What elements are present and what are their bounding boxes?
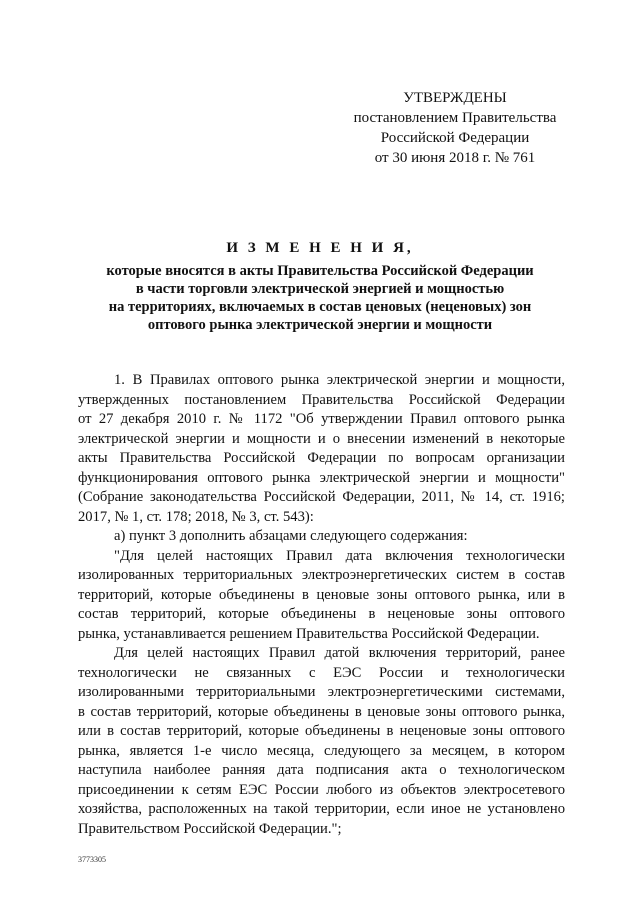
- body-line: состав территорий, которые объединены в неценовые зоны оптового: [78, 606, 565, 622]
- body-line: акты Правительства Российской Федерации по вопросам организации: [78, 450, 565, 466]
- body-line: технологически не связанных с ЕЭС России и технологически: [78, 664, 565, 681]
- body-line: рынка, является 1-е число месяца, следующего за месяцем, в котором: [78, 742, 565, 759]
- body-line: наступила наиболее ранняя дата подписания акта о технологическом: [78, 762, 565, 778]
- body-line: 1. В Правилах оптового рынка электрической энергии и мощности,: [114, 372, 565, 388]
- approved-date-line: от 30 июня 2018 г. № 761: [374, 150, 536, 166]
- body-line: или в состав территорий, которые объединены в неценовые зоны оптового: [78, 723, 565, 739]
- body-line: Для целей настоящих Правил датой включения территорий, ранее: [114, 645, 565, 661]
- body-line: "Для целей настоящих Правил дата включения технологически: [114, 547, 565, 564]
- body-line: хозяйства, расположенных на такой территории, если иное не установлено: [78, 801, 565, 817]
- subtitle-line: которые вносятся в акты Правительства Российской Федерации: [106, 263, 534, 279]
- body-line: функционирования оптового рынка электрической энергии и мощности": [78, 469, 565, 486]
- approved-by-line: постановлением Правительства: [353, 110, 557, 126]
- body-line: 2017, № 1, ст. 178; 2018, № 3, ст. 543):: [78, 508, 314, 525]
- subtitle-line: оптового рынка электрической энергии и мощности: [147, 317, 493, 333]
- body-line: в состав территорий, которые объединены в ценовые зоны оптового рынка,: [78, 703, 565, 720]
- body-line: изолированных территориальных электроэнергетических систем в состав: [78, 567, 565, 583]
- body-line: изолированными территориальными электроэнергетическими системами,: [78, 684, 565, 700]
- body-line: электрической энергии и мощности и о внесении изменений в некоторые: [78, 430, 565, 447]
- body-line: утвержденных постановлением Правительства Российской Федерации: [78, 391, 565, 408]
- body-line: рынка, устанавливается решением Правительства Российской Федерации.: [78, 625, 540, 642]
- document-subtitle: [70, 262, 570, 334]
- body-line: Правительством Российской Федерации.";: [78, 820, 342, 837]
- document-title: И З М Е Н Е Н И Я,: [226, 240, 414, 256]
- subtitle-line: в части торговли электрической энергией и мощностью: [135, 281, 505, 297]
- approval-stamp: [340, 88, 570, 168]
- subtitle-line: на территориях, включаемых в состав ценовых (неценовых) зон: [108, 299, 532, 315]
- body-line: а) пункт 3 дополнить абзацами следующего содержания:: [114, 528, 468, 544]
- approved-heading: УТВЕРЖДЕНЫ: [403, 90, 507, 106]
- body-line: территорий, которые объединены в ценовые зоны оптового рынка, или в: [78, 586, 565, 603]
- document-code: 3773305: [78, 855, 106, 864]
- body-line: от 27 декабря 2010 г. № 1172 "Об утверждении Правил оптового рынка: [78, 411, 565, 427]
- body-line: присоединении к сетям ЕЭС России любого из объектов электросетевого: [78, 781, 565, 798]
- document-body: [78, 371, 565, 839]
- approved-org-line: Российской Федерации: [380, 130, 530, 146]
- body-line: (Собрание законодательства Российской Федерации, 2011, № 14, ст. 1916;: [78, 489, 565, 505]
